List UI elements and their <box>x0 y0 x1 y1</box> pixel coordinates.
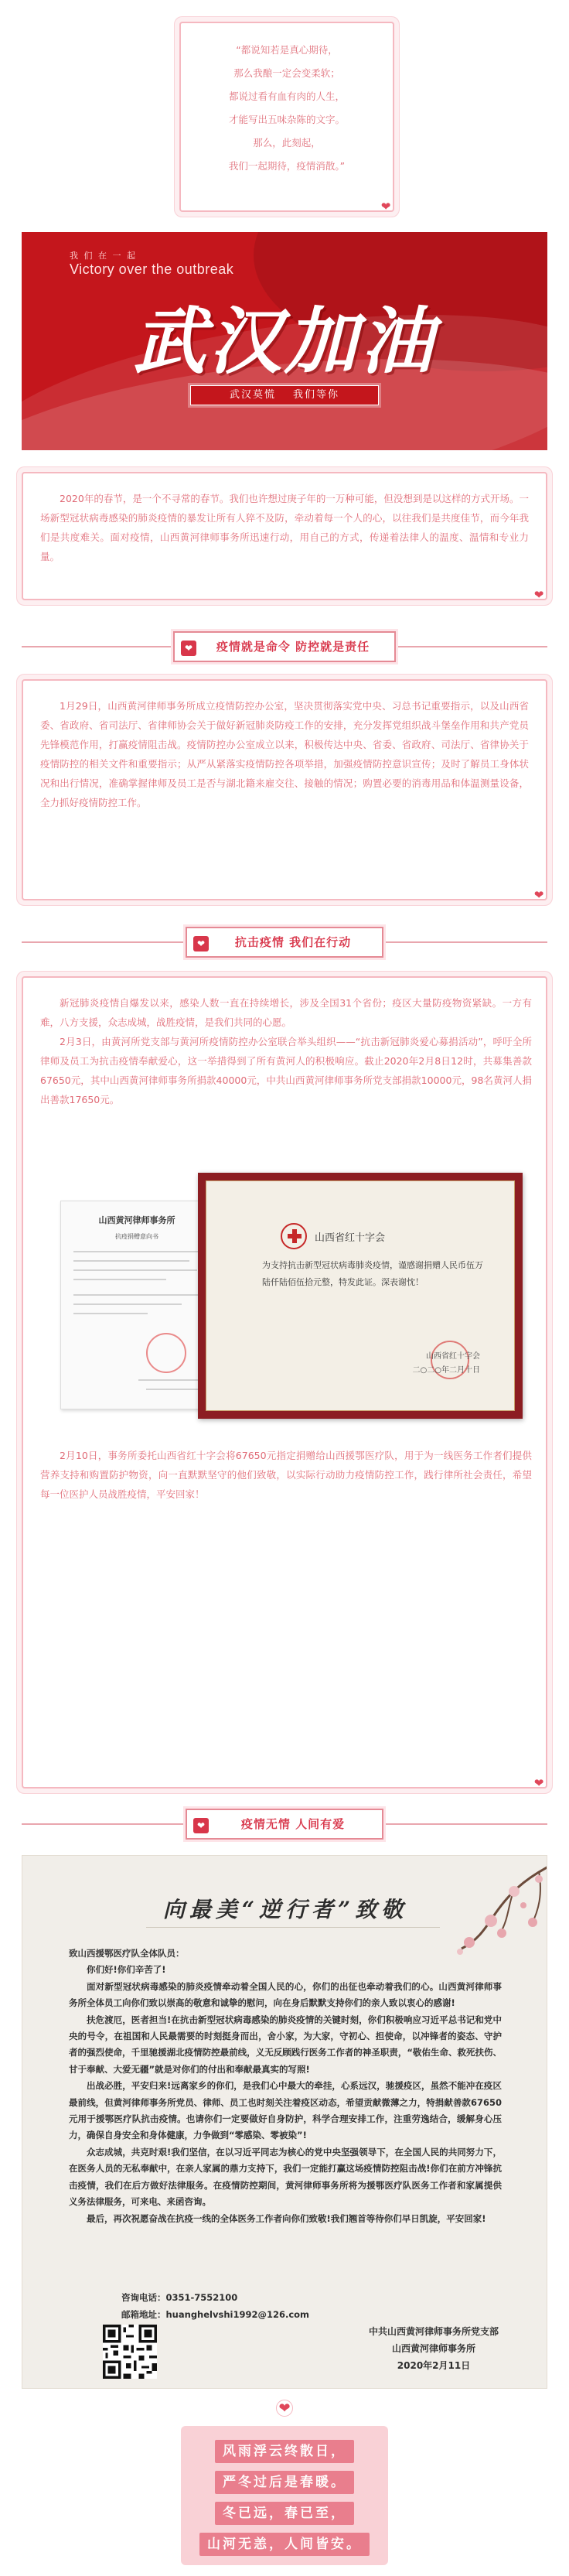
section-title: 疫情就是命令 防控就是责任 <box>216 640 370 654</box>
heart-icon: ❤ <box>193 1818 209 1833</box>
paragraph-frame-3 <box>22 976 547 1789</box>
poem-line: 那么，此刻起， <box>253 137 321 149</box>
letter-signature: 山西黄河律师事务所 <box>391 2343 475 2354</box>
letter-paragraph: 最后，再次祝愿奋战在抗疫一线的全体医务工作者向你们致敬!我们翘首等待你们早日凯旋，平安回家! <box>87 2212 486 2224</box>
qr-code-icon[interactable] <box>103 2325 157 2379</box>
intro-paragraph-frame <box>22 472 547 600</box>
heart-icon: ❤ <box>181 641 196 656</box>
letter-paragraph: 你们好!你们辛苦了! <box>87 1964 166 1976</box>
certificate-body: 为支持抗击新型冠状病毒肺炎疫情，谨感谢捐赠人民币伍万陆仟陆佰伍拾元整，特发此证。深表谢忱！ <box>262 1260 483 1287</box>
letter-paragraph: 面对新型冠状病毒感染的肺炎疫情牵动着全国人民的心，你们的出征也牵动着我们的心。山西黄河律师事务所全体员工向你们致以崇高的敬意和诚挚的慰问，向在身后默默支持你们的亲人致以衷心的感谢! <box>69 1980 502 2009</box>
section-title: 疫情无情 人间有爱 <box>240 1817 346 1831</box>
donation-letter-document <box>60 1201 212 1409</box>
letter-date: 2020年2月11日 <box>397 2360 471 2371</box>
paragraph: 2月10日，事务所委托山西省红十字会将67650元指定捐赠给山西援鄂医疗队，用于为一线医务工作者们提供营养支持和购置防护物资，向一直默默坚守的他们致敬，以实际行动助力疫情防控工作，践行律所社会责任，希望每一位医护人员战胜疫情，平安回家！ <box>40 1450 532 1500</box>
banner-subtitle-left: 武汉莫慌 <box>229 389 276 401</box>
email-address[interactable]: huanghelvshi1992@126.com <box>165 2309 310 2320</box>
closing-line: 严冬过后是春暖。 <box>215 2471 354 2494</box>
section-title: 抗击疫情 我们在行动 <box>234 935 352 949</box>
intro-paragraph: 2020年的春节，是一个不寻常的春节。我们也许想过庚子年的一万种可能，但没想到是以这样的方式开场。一场新型冠状病毒感染的肺炎疫情的暴发让所有人猝不及防，牵动着每一个人的心，以往我们是共度佳节，而今年我们是共度难关。面对疫情，山西黄河律师事务所迅速行动，用自己的方式，传递着法律人的温度、温情和专业力量。 <box>40 493 529 562</box>
letter-title: 向最美“逆行者”致敬 <box>162 1897 408 1922</box>
seal-stamp <box>146 1333 186 1373</box>
heart-icon: ❤ <box>533 888 544 902</box>
poem-line: 那么我酿一定会变柔软； <box>233 67 340 79</box>
heart-icon: ❤ <box>533 1776 544 1790</box>
phone-number[interactable]: 0351-7552100 <box>165 2292 238 2303</box>
letter-paragraph: 众志成城，共克时艰!我们坚信，在以习近平同志为核心的党中央坚强领导下，在全国人民的共同努力下，在医务人员的无私奉献中，在亲人家属的鼎力支持下，我们一定能打赢这场疫情防控阻击战!你们在前方冲锋抗击疫情，我们在后方做好法律服务。在疫情防控期间，黄河律师事务所将为援鄂医疗队医务工作者和家属提供义务法律服务，可来电、来函咨询。 <box>69 2146 502 2208</box>
banner-subtitle-box <box>190 385 379 405</box>
banner <box>22 232 547 450</box>
closing-line: 冬已远，春已至， <box>215 2502 354 2525</box>
poem-line: 才能写出五味杂陈的文字。 <box>228 114 345 125</box>
paragraph-frame-2 <box>22 679 547 900</box>
letter-greeting: 致山西援鄂医疗队全体队员： <box>69 1948 185 1959</box>
donation-certificate <box>198 1173 523 1419</box>
letter-signature: 中共山西黄河律师事务所党支部 <box>368 2326 499 2337</box>
certificate-signature: 山西省红十字会 <box>426 1352 480 1361</box>
red-cross-icon <box>281 1223 307 1249</box>
letter-paragraph: 扶危渡厄，医者担当!在抗击新型冠状病毒感染的肺炎疫情的关键时刻，你们积极响应习近平总书记和党中央的号令，在祖国和人民最需要的时刻挺身而出，舍小家，为大家，守初心、担使命，以冲锋者的姿态、守护者的强烈使命，千里驰援湖北疫情防控最前线，义无反顾践行医务工作者的神圣职责，“敬佑生命、救死扶伤、甘于奉献、大爱无疆”就是对你们的付出和奉献最真实的写照! <box>69 2014 502 2075</box>
banner-small-caption: 我 们 在 一 起 <box>70 251 137 261</box>
phone-label: 咨询电话： <box>121 2292 166 2303</box>
banner-main-title: 武汉加油 <box>132 299 436 384</box>
section-header-1 <box>22 631 547 662</box>
certificate-org: 山西省红十字会 <box>315 1232 386 1244</box>
paragraph: 2月3日，由黄河所党支部与黄河所疫情防控办公室联合举头组织——“抗击新冠肺炎爱心募捐活动”，呼吁全所律师及员工为抗击疫情奉献爱心，这一举措得到了所有黄河人的积极响应。截止2020年2月8日12时，共募集善款67650元，其中山西黄河律师事务所捐款40000元，中共山西黄河律师事务所党支部捐款10000元，98名黄河人捐出善款17650元。 <box>40 1036 532 1105</box>
document-subtitle: 抗疫捐赠意向书 <box>115 1233 158 1240</box>
banner-english-title: Victory over the outbreak <box>70 261 234 277</box>
closing-line: 风雨浮云终散日， <box>215 2440 354 2463</box>
section-header-3 <box>22 1809 547 1840</box>
paragraph: 新冠肺炎疫情自爆发以来，感染人数一直在持续增长，涉及全国31个省份；疫区大量防疫物资紧缺。一方有难，八方支援，众志成城，战胜疫情，是我们共同的心愿。 <box>40 997 532 1028</box>
poem-line: 我们一起期待，疫情消散。” <box>228 160 346 172</box>
closing-poem-box <box>181 2426 388 2565</box>
heart-icon: ❤ <box>276 2400 293 2417</box>
email-label: 邮箱地址： <box>121 2309 166 2320</box>
closing-line: 山河无恙，人间皆安。 <box>199 2533 370 2556</box>
poem-line: 都说过看有血有肉的人生， <box>228 91 345 102</box>
letter-paragraph: 出战必胜，平安归来!远离家乡的你们，是我们心中最大的牵挂，心系远汉，驰援疫区，虽然不能冲在疫区最前线，但黄河律师事务所党员、律师、员工也时刻关注着疫区动态，希望贡献微薄之力，特捐献善款67650元用于援鄂医疗队抗击疫情。也请你们一定要做好自身防护，科学合理安排工作，注重劳逸结合，缓解身心压力，确保自身安全和身体健康，力争做到“零感染、零被染”! <box>69 2080 502 2141</box>
heart-icon: ❤ <box>193 936 209 951</box>
certificate-date: 二○二○年二月十日 <box>412 1366 480 1375</box>
heart-icon: ❤ <box>380 200 391 214</box>
poem-line: “都说知若是真心期待， <box>236 44 338 56</box>
banner-subtitle-right: 我们等你 <box>293 389 340 401</box>
heart-icon: ❤ <box>533 588 544 602</box>
paragraph: 1月29日，山西黄河律师事务所成立疫情防控办公室，坚决贯彻落实党中央、习总书记重要指示，以及山西省委、省政府、省司法厅、省律师协会关于做好新冠肺炎防疫工作的安排，充分发挥党组织战斗堡垒作用和共产党员先锋模范作用，打赢疫情阻击战。疫情防控办公室成立以来，积极传达中央、省委、省政府、司法厅、省律协关于疫情防控的相关文件和重要指示；从严从紧落实疫情防控各项举措，加强疫情防控意识宣传；及时了解员工身体状况和出行情况，准确掌握律师及员工是否与湖北籍来雇交往、接触的情况；购置必要的消毒用品和体温测量设备，全力抓好疫情防控工作。 <box>40 700 529 808</box>
section-header-2 <box>22 927 547 958</box>
poem-frame <box>179 22 394 212</box>
document-title: 山西黄河律师事务所 <box>98 1215 175 1225</box>
tribute-letter <box>22 1855 547 2389</box>
